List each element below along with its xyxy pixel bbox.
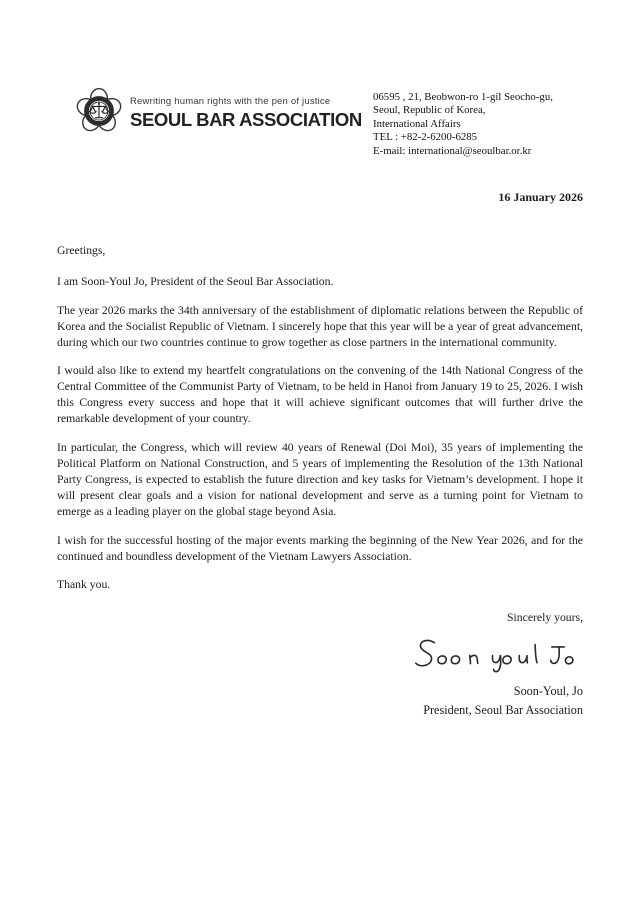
paragraph-3: In particular, the Congress, which will review 40 years of Renewal (Doi Moi), 35 years of implementing the Political Platform on National Construction, and 5 years of implementing the Resolution of the 13th National Party Congress, is expected to establish the future direction and key tasks for Vietnam’s development. I hope it will present clear goals and a vision for national development and serve as a turning point for Vietnam to emerge as a leading player on the global stage beyond Asia. (57, 441, 583, 518)
contact-block (373, 91, 553, 158)
paragraph-2: I would also like to extend my heartfelt congratulations on the convening of the 14th National Congress of the Central Committee of the Communist Party of Vietnam, to be held in Hanoi from January 19 to 25, 2026. I wish this Congress every success and hope that it will achieve significant outcomes that will further drive the remarkable development of your country. (57, 364, 583, 426)
intro-line: I am Soon-Youl Jo, President of the Seoul Bar Association. (57, 274, 334, 288)
salutation: Greetings, (57, 243, 106, 257)
paragraph-1: The year 2026 marks the 34th anniversary of the establishment of diplomatic relations between the Republic of Korea and the Socialist Republic of Vietnam. I sincerely hope that this year will be a year of great advancement, during which our two countries continue to grow together as close partners in the international community. (57, 303, 583, 349)
letter-date: 16 January 2026 (498, 190, 583, 204)
contact-phone: TEL : +82-2-6200-6285 (373, 131, 478, 144)
contact-address-line2: Seoul, Republic of Korea, (373, 104, 486, 117)
signer-name: Soon-Youl, Jo (513, 684, 583, 699)
paragraph-4: I wish for the successful hosting of the major events marking the beginning of the New Year 2026, and for the continued and boundless development of the Vietnam Lawyers Association. (57, 533, 583, 563)
brand-tagline: Rewriting human rights with the pen of justice (130, 95, 331, 107)
organization-name: SEOUL BAR ASSOCIATION (130, 108, 362, 130)
seoul-bar-association-emblem-icon (75, 86, 123, 140)
signer-title: President, Seoul Bar Association (423, 703, 583, 718)
letter-body (57, 190, 583, 719)
contact-address-line1: 06595 , 21, Beobwon-ro 1-gil Seocho-gu, (373, 91, 553, 103)
signature-block (57, 636, 583, 719)
valediction: Sincerely yours, (507, 611, 583, 625)
contact-department: International Affairs (373, 117, 461, 130)
letterhead (75, 86, 362, 140)
signature-image (411, 636, 579, 683)
closing-thanks: Thank you. (57, 578, 111, 592)
brand-text (130, 96, 362, 131)
contact-email: E-mail: international@seoulbar.or.kr (373, 144, 532, 157)
